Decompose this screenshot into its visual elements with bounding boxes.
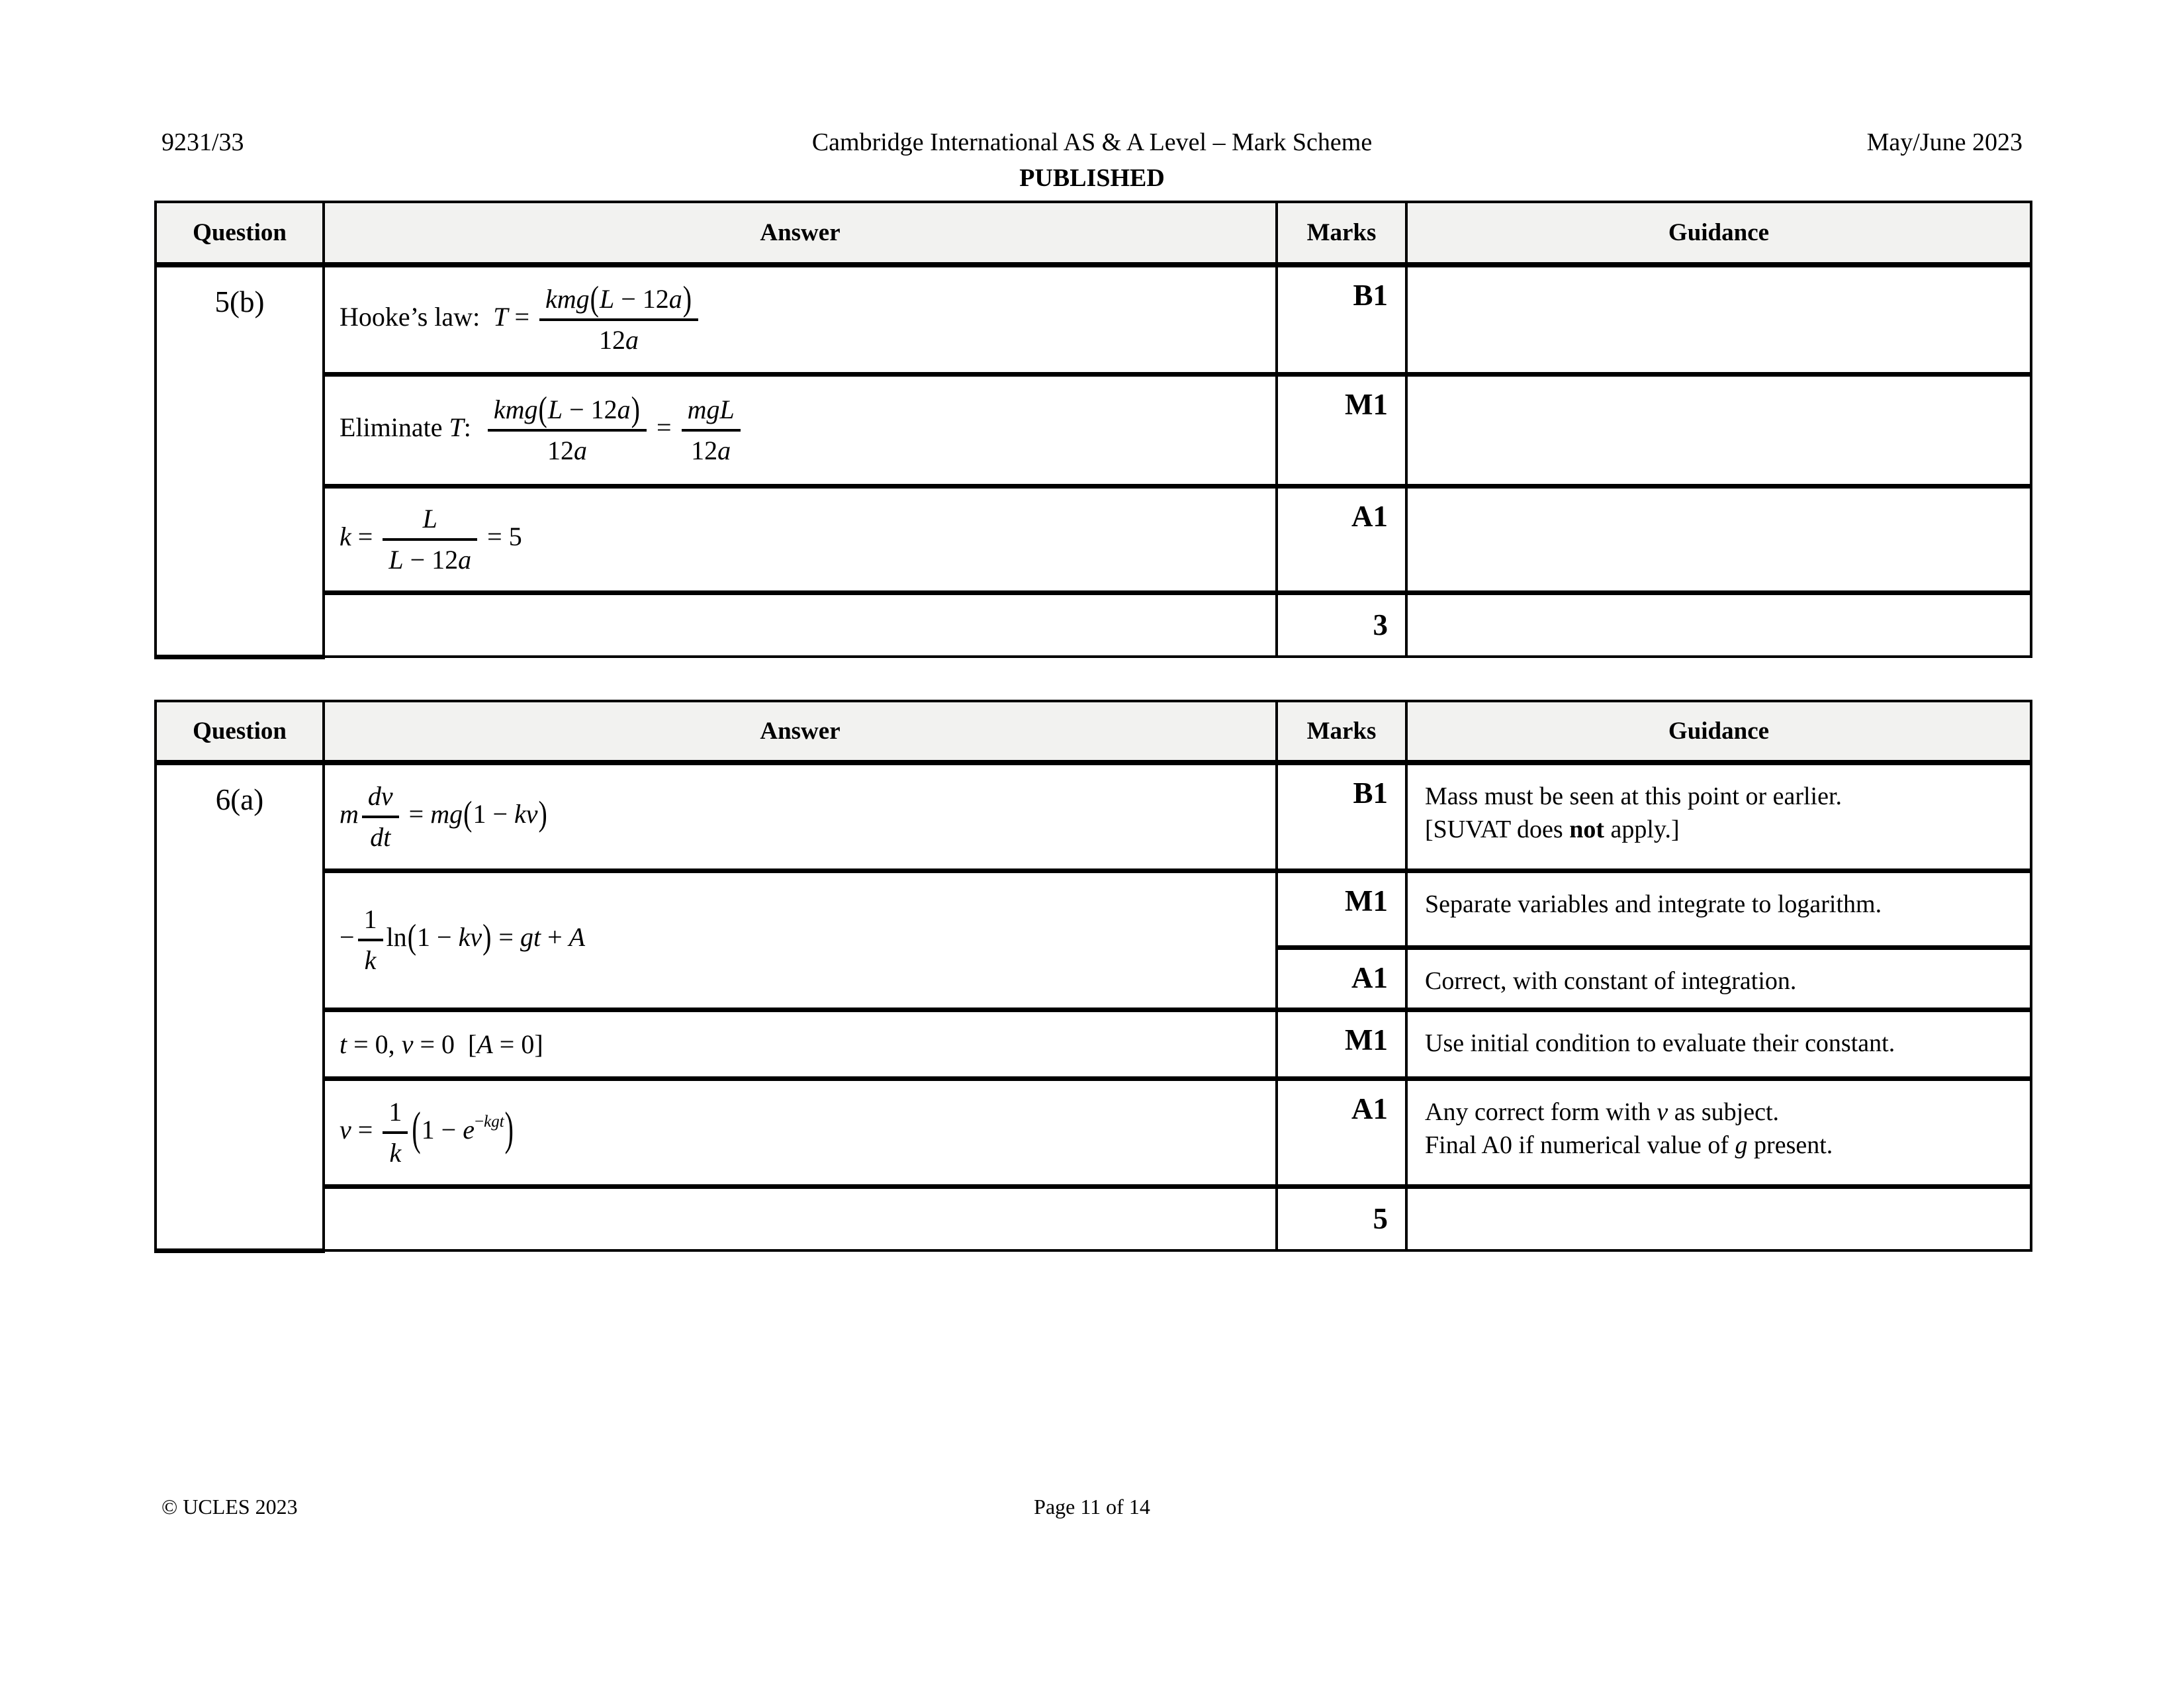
mark-table-6a <box>154 700 2032 1253</box>
guidance-cell <box>1406 486 2031 592</box>
total-marks-cell: 3 <box>1277 592 1406 657</box>
column-header-answer: Answer <box>324 202 1277 265</box>
table-row <box>156 1009 2031 1078</box>
table-row <box>156 870 2031 947</box>
formula-newton-law: m $\frac{dv}{dt}$ = mg(1 − kv) <box>340 780 547 852</box>
marks-cell: B1 <box>1277 265 1406 374</box>
answer-cell <box>324 486 1277 592</box>
answer-cell <box>324 265 1277 374</box>
guidance-cell <box>1406 265 2031 374</box>
total-marks-cell: 5 <box>1277 1186 1406 1250</box>
column-header-question: Question <box>156 701 324 763</box>
guidance-cell: Any correct form with v as subject. Final A0 if numerical value of g present. <box>1406 1078 2031 1186</box>
marks-cell: M1 <box>1277 374 1406 486</box>
guidance-cell: Correct, with constant of integration. <box>1406 947 2031 1009</box>
table-header-row <box>156 202 2031 265</box>
table-row <box>156 265 2031 374</box>
table-row <box>156 374 2031 486</box>
column-header-marks: Marks <box>1277 701 1406 763</box>
session-date: May/June 2023 <box>1866 128 2023 156</box>
answer-cell <box>324 374 1277 486</box>
question-number: 5(b) <box>156 265 324 657</box>
formula-k-value: k = $\frac{L}{L - 12a}$ = 5 <box>340 503 522 575</box>
column-header-guidance: Guidance <box>1406 202 2031 265</box>
paper-code: 9231/33 <box>161 128 244 156</box>
marks-cell: M1 <box>1277 1009 1406 1078</box>
marks-cell: A1 <box>1277 1078 1406 1186</box>
mark-table-5b <box>154 201 2032 659</box>
guidance-cell <box>1406 374 2031 486</box>
table-row <box>156 486 2031 592</box>
answer-cell <box>324 592 1277 657</box>
marks-cell: A1 <box>1277 486 1406 592</box>
guidance-cell: Use initial condition to evaluate their constant. <box>1406 1009 2031 1078</box>
answer-cell <box>324 1009 1277 1078</box>
formula-initial-condition: t = 0, v = 0 [A = 0] <box>340 1029 543 1059</box>
table-row <box>156 763 2031 870</box>
page-header <box>0 128 2184 157</box>
marks-cell: A1 <box>1277 947 1406 1009</box>
question-number: 6(a) <box>156 763 324 1250</box>
formula-v-subject: v = $\frac{1}{k}$ $(1 - e^{-kgt})$ <box>340 1096 514 1168</box>
guidance-cell <box>1406 1186 2031 1250</box>
column-header-answer: Answer <box>324 701 1277 763</box>
answer-cell <box>324 1078 1277 1186</box>
copyright: © UCLES 2023 <box>161 1495 298 1519</box>
answer-cell <box>324 870 1277 1009</box>
marks-cell: M1 <box>1277 870 1406 947</box>
marks-cell: B1 <box>1277 763 1406 870</box>
total-row <box>156 1186 2031 1250</box>
column-header-marks: Marks <box>1277 202 1406 265</box>
guidance-cell: Mass must be seen at this point or earlier. [SUVAT does not apply.] <box>1406 763 2031 870</box>
formula-hookes-law: Hooke’s law: T = $\frac{\text{kmg(L − 12a)}}{12a}$ <box>340 302 702 332</box>
answer-cell <box>324 763 1277 870</box>
page-title: Cambridge International AS & A Level – Mark Scheme <box>811 128 1373 156</box>
table-header-row <box>156 701 2031 763</box>
column-header-question: Question <box>156 202 324 265</box>
column-header-guidance: Guidance <box>1406 701 2031 763</box>
total-row <box>156 592 2031 657</box>
table-row <box>156 1078 2031 1186</box>
answer-cell <box>324 1186 1277 1250</box>
guidance-cell: Separate variables and integrate to logarithm. <box>1406 870 2031 947</box>
guidance-cell <box>1406 592 2031 657</box>
page-number: Page 11 of 14 <box>1034 1495 1150 1519</box>
published-label: PUBLISHED <box>1019 164 1165 192</box>
formula-integrated: − $\frac{1}{k}$ ln(1 − kv) = gt + A <box>340 904 586 975</box>
formula-eliminate-t: Eliminate T: $\frac{\text{kmg(L − 12a)}}{12a}$ = $\frac{\text{mgL}}{12a}$ <box>340 412 744 442</box>
